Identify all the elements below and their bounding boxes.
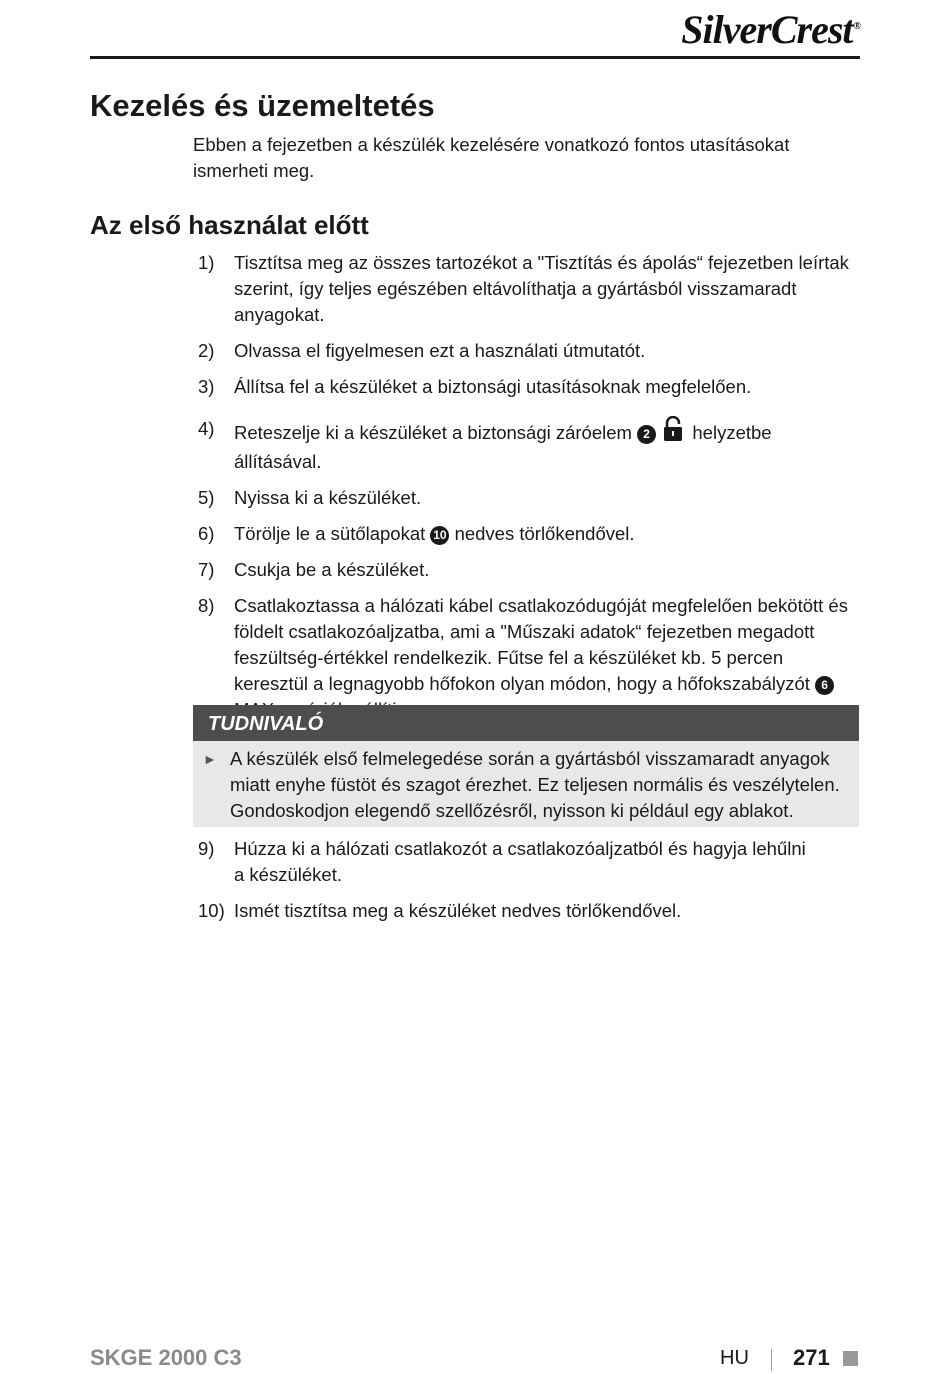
list-item: 4) Reteszelje ki a készüléket a biztonsági záróelem 2 helyzetbe állításával.: [198, 418, 772, 472]
part-number-badge: 2: [637, 425, 656, 444]
note-body: [193, 741, 859, 827]
list-item: 3) Állítsa fel a készüléket a biztonsági utasításoknak megfelelően.: [198, 376, 752, 397]
section-title: Az első használat előtt: [90, 210, 369, 240]
header-rule: [90, 56, 860, 59]
note-box: [193, 705, 859, 827]
unlocked-padlock-icon: [663, 416, 683, 449]
note-heading: TUDNIVALÓ: [193, 705, 859, 741]
list-item: 2) Olvassa el figyelmesen ezt a használati útmutatót.: [198, 340, 646, 361]
footer-language: HU: [720, 1347, 749, 1369]
footer-square-icon: [843, 1351, 858, 1366]
list-item: 9) Húzza ki a hálózati csatlakozót a csatlakozóaljzatból és hagyja lehűlni a készüléket.: [198, 838, 806, 885]
note-text: A készülék első felmelegedése során a gyártásból visszamaradt anyagok miatt enyhe füstöt és szagot érezhet. Ez teljesen normális és veszélytelen. Gondoskodjon elegendő szellőzésről, nyisson ki például egy ablakot.: [230, 748, 840, 821]
footer-divider: [771, 1349, 772, 1371]
list-item: 1) Tisztítsa meg az összes tartozékot a "Tisztítás és ápolás“ fejezetben leírtak szerint, így teljes egészében eltávolíthatja a gyártásból visszamaradt anyagokat.: [198, 252, 849, 325]
page-number: 271: [793, 1345, 830, 1370]
part-number-badge: 10: [430, 526, 449, 545]
bullet-arrow-icon: ►: [203, 751, 217, 767]
intro-paragraph: Ebben a fejezetben a készülék kezelésére vonatkozó fontos utasításokat ismerheti meg.: [193, 134, 790, 181]
list-item: 10) Ismét tisztítsa meg a készüléket nedves törlőkendővel.: [198, 900, 682, 921]
brand-logo: SilverCrest®: [681, 7, 860, 52]
page-title: Kezelés és üzemeltetés: [90, 88, 435, 123]
list-item: 7) Csukja be a készüléket.: [198, 559, 430, 580]
part-number-badge: 6: [815, 676, 834, 695]
steps-list-continued: [198, 836, 860, 924]
steps-list: [198, 250, 860, 723]
list-item: 8) Csatlakoztassa a hálózati kábel csatlakozódugóját megfelelően bekötött és földelt csatlakozóaljzatba, ami a "Műszaki adatok“ fejezetben megadott feszültség-értékkel rendelkezik. Fűtse fel a készüléket kb. 5 percen keresztül a legnagyobb hőfokon olyan módon, hogy a hőfokszabályzót 6: [198, 595, 848, 694]
footer-model: SKGE 2000 C3: [90, 1345, 242, 1370]
list-item: 6) Törölje le a sütőlapokat 10 nedves törlőkendővel.: [198, 523, 635, 544]
list-item: 5) Nyissa ki a készüléket.: [198, 487, 422, 508]
